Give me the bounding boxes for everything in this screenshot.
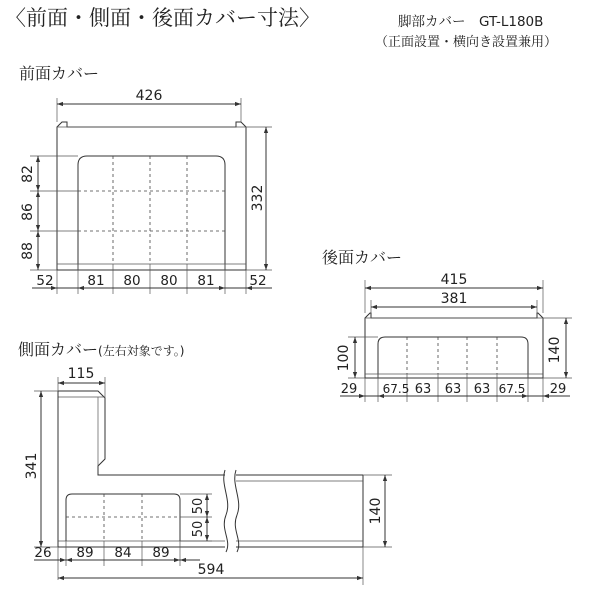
rear-total-width-dim: 415 — [440, 272, 468, 288]
side-low-height-dim: 140 — [368, 497, 384, 525]
front-width-dim: 426 — [135, 88, 163, 104]
rear-inner-width-dim: 381 — [440, 291, 468, 307]
rear-col-dim-4: 63 — [444, 382, 462, 397]
side-total-width-dim: 594 — [197, 562, 225, 578]
rear-height-right-dim: 140 — [547, 336, 563, 364]
side-col-dim-3: 84 — [114, 545, 132, 561]
side-cover-drawing — [24, 366, 392, 585]
rear-height-left-dim: 100 — [336, 344, 352, 372]
rear-col-dim-5: 63 — [473, 382, 491, 397]
front-row-dim-3: 88 — [20, 242, 36, 260]
rear-col-dim-6: 67.5 — [498, 382, 526, 396]
front-col-dim-1: 52 — [36, 273, 54, 289]
side-cover-note: (左右対象です。) — [98, 344, 185, 358]
side-cover-label: 側面カバー — [18, 340, 99, 359]
side-col-dim-2: 89 — [76, 545, 94, 561]
side-col-dim-1: 26 — [34, 545, 52, 561]
front-cover-drawing — [20, 88, 272, 294]
front-height-dim: 332 — [250, 184, 266, 212]
front-col-dim-2: 81 — [87, 273, 105, 289]
side-top-width-dim: 115 — [67, 366, 95, 382]
front-row-dim-2: 86 — [20, 203, 36, 221]
side-height-dim: 341 — [24, 452, 40, 480]
front-row-dim-1: 82 — [20, 165, 36, 183]
front-col-dim-3: 80 — [123, 273, 141, 289]
front-col-dim-4: 80 — [160, 273, 178, 289]
side-col-dim-4: 89 — [152, 545, 170, 561]
product-note: （正面設置・横向き設置兼用） — [375, 35, 558, 50]
rear-col-dim-2: 67.5 — [382, 382, 410, 396]
front-col-dim-6: 52 — [249, 273, 267, 289]
side-row-dim-1: 50 — [191, 497, 206, 515]
rear-col-dim-1: 29 — [340, 382, 358, 397]
rear-cover-heading: 後面カバー — [322, 248, 403, 267]
side-row-dim-2: 50 — [191, 520, 206, 538]
rear-col-dim-3: 63 — [414, 382, 432, 397]
rear-cover-drawing — [336, 272, 572, 402]
rear-col-dim-7: 29 — [549, 382, 567, 397]
front-cover-heading: 前面カバー — [19, 64, 100, 83]
front-col-dim-5: 81 — [197, 273, 215, 289]
product-name: 脚部カバー GT-L180B — [398, 14, 544, 30]
page-title: 〈前面・側面・後面カバー寸法〉 — [5, 6, 320, 30]
